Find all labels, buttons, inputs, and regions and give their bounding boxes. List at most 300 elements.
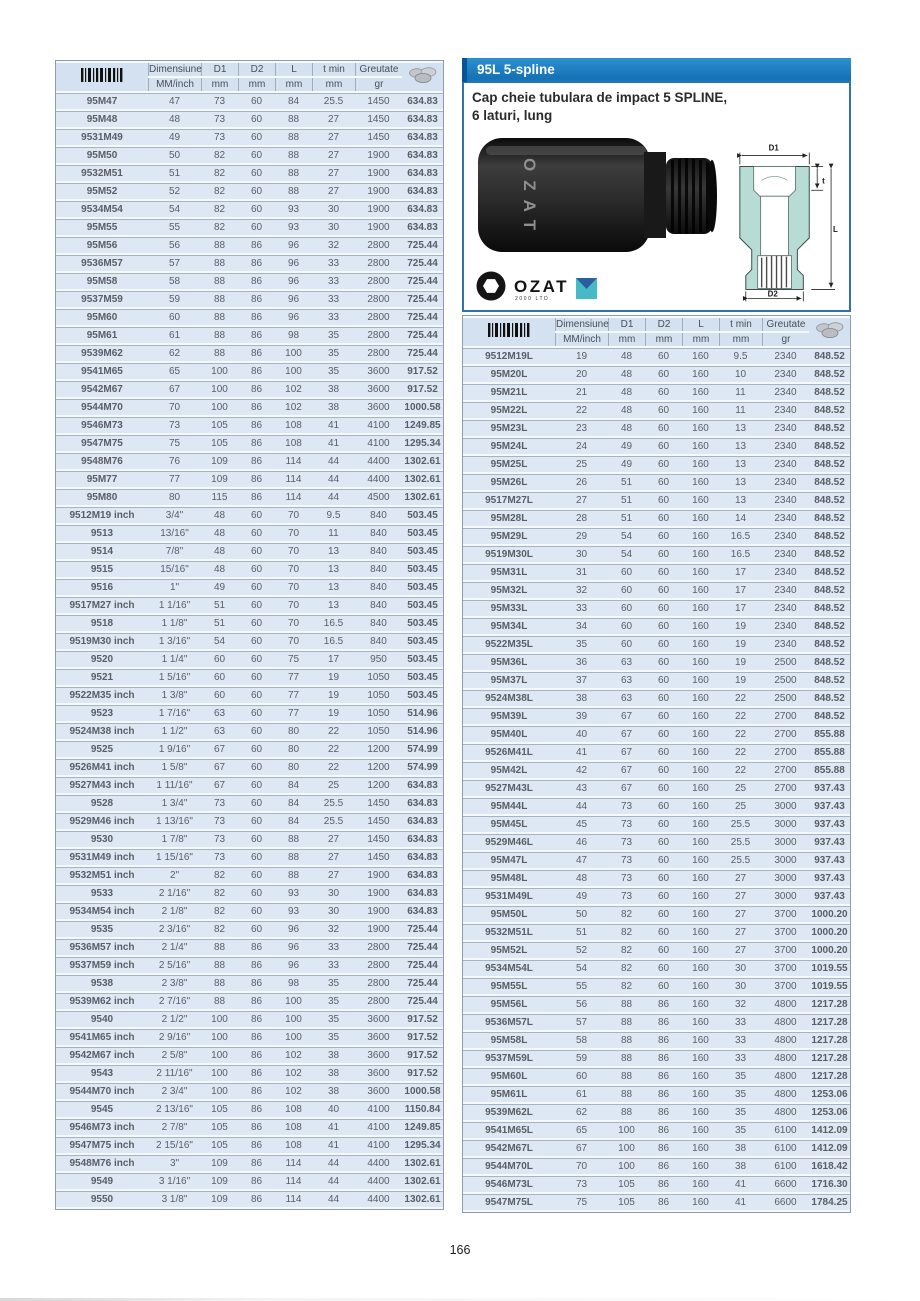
spec-value: 100 bbox=[201, 1065, 238, 1081]
spec-value: 30 bbox=[312, 219, 355, 235]
spec-value: 33 bbox=[719, 1032, 762, 1048]
spec-value: 1 1/16" bbox=[148, 597, 201, 613]
spec-value: 100 bbox=[275, 363, 312, 379]
spec-value: 60 bbox=[201, 651, 238, 667]
spec-value: 100 bbox=[201, 363, 238, 379]
product-code: 9513 bbox=[56, 525, 148, 541]
spec-value: 11 bbox=[719, 402, 762, 418]
spec-value: 82 bbox=[201, 867, 238, 883]
table-row bbox=[463, 1104, 850, 1120]
spec-value: 86 bbox=[645, 1050, 682, 1066]
weight-value: 503.45 bbox=[402, 615, 443, 631]
left-table-frame bbox=[55, 60, 444, 1210]
weight-value: 848.52 bbox=[809, 402, 850, 418]
spec-value: 1900 bbox=[355, 219, 402, 235]
table-row bbox=[463, 618, 850, 634]
spec-value: 4500 bbox=[355, 489, 402, 505]
spec-value: 82 bbox=[201, 921, 238, 937]
spec-value: 58 bbox=[555, 1032, 608, 1048]
weight-value: 1000.20 bbox=[809, 924, 850, 940]
col-subheader-mm: mm bbox=[645, 333, 682, 346]
spec-value: 27 bbox=[719, 942, 762, 958]
col-subheader-mm: mm bbox=[201, 78, 238, 91]
spec-value: 60 bbox=[238, 183, 275, 199]
col-header-l: L bbox=[682, 318, 719, 331]
col-header-tmin: t min bbox=[719, 318, 762, 331]
spec-value: 93 bbox=[275, 903, 312, 919]
spec-value: 86 bbox=[238, 291, 275, 307]
spec-value: 73 bbox=[148, 417, 201, 433]
spec-value: 3700 bbox=[762, 906, 809, 922]
table-row bbox=[56, 1047, 443, 1063]
weight-value: 1302.61 bbox=[402, 1173, 443, 1189]
table-row bbox=[463, 978, 850, 994]
weight-value: 725.44 bbox=[402, 273, 443, 289]
spec-value: 48 bbox=[608, 384, 645, 400]
spec-value: 59 bbox=[555, 1050, 608, 1066]
spec-value: 70 bbox=[275, 615, 312, 631]
spec-value: 2500 bbox=[762, 654, 809, 670]
weight-value: 725.44 bbox=[402, 309, 443, 325]
spec-value: 160 bbox=[682, 996, 719, 1012]
weight-value: 634.83 bbox=[402, 849, 443, 865]
spec-value: 109 bbox=[201, 453, 238, 469]
spec-value: 30 bbox=[312, 885, 355, 901]
spec-value: 15/16" bbox=[148, 561, 201, 577]
table-row bbox=[56, 849, 443, 865]
diagram-label-d1: D1 bbox=[768, 143, 779, 153]
coins-icon bbox=[402, 63, 443, 91]
spec-value: 2 3/8" bbox=[148, 975, 201, 991]
spec-value: 160 bbox=[682, 960, 719, 976]
spec-value: 55 bbox=[148, 219, 201, 235]
spec-value: 105 bbox=[201, 1137, 238, 1153]
spec-value: 36 bbox=[555, 654, 608, 670]
table-row bbox=[56, 1083, 443, 1099]
weight-value: 634.83 bbox=[402, 903, 443, 919]
product-code: 9544M70L bbox=[463, 1158, 555, 1174]
product-code: 95M42L bbox=[463, 762, 555, 778]
weight-value: 1302.61 bbox=[402, 471, 443, 487]
spec-value: 105 bbox=[201, 1119, 238, 1135]
table-row bbox=[463, 1194, 850, 1210]
spec-value: 3000 bbox=[762, 888, 809, 904]
spec-value: 60 bbox=[238, 813, 275, 829]
spec-value: 60 bbox=[645, 384, 682, 400]
spec-value: 25.5 bbox=[312, 813, 355, 829]
spec-value: 100 bbox=[275, 1011, 312, 1027]
spec-value: 2800 bbox=[355, 345, 402, 361]
spec-value: 49 bbox=[608, 438, 645, 454]
spec-value: 22 bbox=[555, 402, 608, 418]
product-code: 9542M67L bbox=[463, 1140, 555, 1156]
table-row bbox=[463, 438, 850, 454]
spec-value: 61 bbox=[555, 1086, 608, 1102]
spec-value: 105 bbox=[201, 435, 238, 451]
spec-value: 44 bbox=[312, 1173, 355, 1189]
spec-value: 2 9/16" bbox=[148, 1029, 201, 1045]
spec-value: 82 bbox=[201, 165, 238, 181]
weight-value: 1302.61 bbox=[402, 453, 443, 469]
table-row bbox=[463, 762, 850, 778]
spec-value: 32 bbox=[719, 996, 762, 1012]
col-header-dimensiune: Dimensiune bbox=[556, 319, 609, 330]
spec-value: 160 bbox=[682, 456, 719, 472]
spec-value: 2 13/16" bbox=[148, 1101, 201, 1117]
table-row bbox=[56, 993, 443, 1009]
product-code: 9544M70 bbox=[56, 399, 148, 415]
table-row bbox=[56, 957, 443, 973]
spec-value: 27 bbox=[312, 165, 355, 181]
spec-value: 160 bbox=[682, 492, 719, 508]
product-code: 9537M59L bbox=[463, 1050, 555, 1066]
description-line-1: Cap cheie tubulara de impact 5 SPLINE, bbox=[472, 90, 728, 105]
spec-value: 160 bbox=[682, 942, 719, 958]
spec-value: 1900 bbox=[355, 885, 402, 901]
product-code: 95M48 bbox=[56, 111, 148, 127]
spec-value: 3600 bbox=[355, 363, 402, 379]
spec-value: 60 bbox=[238, 525, 275, 541]
weight-value: 937.43 bbox=[809, 798, 850, 814]
spec-value: 2340 bbox=[762, 474, 809, 490]
table-row bbox=[56, 273, 443, 289]
spec-value: 100 bbox=[608, 1140, 645, 1156]
spec-value: 840 bbox=[355, 561, 402, 577]
spec-value: 160 bbox=[682, 528, 719, 544]
table-row bbox=[56, 813, 443, 829]
table-row bbox=[463, 1086, 850, 1102]
spec-value: 50 bbox=[555, 906, 608, 922]
logo-brand-text: OZAT bbox=[514, 277, 570, 297]
spec-value: 4800 bbox=[762, 1068, 809, 1084]
weight-value: 725.44 bbox=[402, 237, 443, 253]
spec-value: 60 bbox=[238, 615, 275, 631]
spec-value: 114 bbox=[275, 489, 312, 505]
table-row bbox=[463, 420, 850, 436]
table-row bbox=[463, 1176, 850, 1192]
spec-value: 86 bbox=[645, 1104, 682, 1120]
coins-icon bbox=[809, 318, 850, 346]
spec-value: 47 bbox=[555, 852, 608, 868]
spec-value: 86 bbox=[238, 1047, 275, 1063]
spec-value: 17 bbox=[719, 564, 762, 580]
table-row bbox=[56, 129, 443, 145]
spec-value: 160 bbox=[682, 672, 719, 688]
spec-value: 33 bbox=[312, 273, 355, 289]
weight-value: 514.96 bbox=[402, 723, 443, 739]
table-row bbox=[463, 906, 850, 922]
weight-value: 848.52 bbox=[809, 618, 850, 634]
spec-value: 84 bbox=[275, 795, 312, 811]
weight-value: 725.44 bbox=[402, 921, 443, 937]
product-code: 9527M43 inch bbox=[56, 777, 148, 793]
spec-value: 60 bbox=[608, 582, 645, 598]
spec-value: 16.5 bbox=[312, 615, 355, 631]
table-row bbox=[463, 582, 850, 598]
spec-value: 160 bbox=[682, 402, 719, 418]
spec-value: 109 bbox=[201, 471, 238, 487]
weight-value: 634.83 bbox=[402, 111, 443, 127]
spec-value: 35 bbox=[555, 636, 608, 652]
product-code: 95M34L bbox=[463, 618, 555, 634]
spec-value: 25 bbox=[719, 798, 762, 814]
weight-value: 1217.28 bbox=[809, 1032, 850, 1048]
table-row bbox=[56, 777, 443, 793]
spec-value: 160 bbox=[682, 564, 719, 580]
spec-value: 60 bbox=[645, 672, 682, 688]
table-header bbox=[56, 63, 443, 91]
spec-value: 73 bbox=[555, 1176, 608, 1192]
spec-value: 27 bbox=[719, 924, 762, 940]
spec-value: 1 13/16" bbox=[148, 813, 201, 829]
spec-value: 105 bbox=[608, 1176, 645, 1192]
spec-value: 44 bbox=[312, 1191, 355, 1207]
table-row bbox=[56, 1065, 443, 1081]
spec-value: 41 bbox=[312, 417, 355, 433]
spec-value: 2500 bbox=[762, 672, 809, 688]
weight-value: 503.45 bbox=[402, 561, 443, 577]
spec-value: 160 bbox=[682, 888, 719, 904]
spec-value: 32 bbox=[312, 237, 355, 253]
weight-value: 634.83 bbox=[402, 165, 443, 181]
spec-value: 160 bbox=[682, 1122, 719, 1138]
spec-value: 86 bbox=[238, 489, 275, 505]
product-code: 95M24L bbox=[463, 438, 555, 454]
table-row bbox=[56, 291, 443, 307]
spec-value: 4100 bbox=[355, 1137, 402, 1153]
product-code: 95M60 bbox=[56, 309, 148, 325]
spec-value: 73 bbox=[608, 816, 645, 832]
col-subheader-mm: mm bbox=[238, 78, 275, 91]
spec-value: 33 bbox=[312, 255, 355, 271]
spec-value: 22 bbox=[719, 726, 762, 742]
spec-value: 3600 bbox=[355, 1011, 402, 1027]
weight-value: 937.43 bbox=[809, 834, 850, 850]
brand-logo bbox=[472, 266, 720, 311]
spec-value: 1 5/16" bbox=[148, 669, 201, 685]
spec-value: 88 bbox=[275, 165, 312, 181]
spec-value: 48 bbox=[201, 525, 238, 541]
spec-value: 13 bbox=[719, 456, 762, 472]
spec-value: 31 bbox=[555, 564, 608, 580]
product-code: 9546M73L bbox=[463, 1176, 555, 1192]
product-code: 9531M49 bbox=[56, 129, 148, 145]
spec-value: 49 bbox=[608, 456, 645, 472]
product-code: 9542M67 inch bbox=[56, 1047, 148, 1063]
spec-value: 96 bbox=[275, 255, 312, 271]
spec-value: 67 bbox=[201, 759, 238, 775]
col-header-greutate: Greutate bbox=[355, 63, 402, 76]
spec-value: 86 bbox=[238, 939, 275, 955]
spec-value: 30 bbox=[312, 201, 355, 217]
product-code: 9537M59 bbox=[56, 291, 148, 307]
weight-value: 725.44 bbox=[402, 939, 443, 955]
spec-value: 60 bbox=[238, 759, 275, 775]
spec-value: 60 bbox=[645, 402, 682, 418]
spec-value: 86 bbox=[238, 273, 275, 289]
weight-value: 848.52 bbox=[809, 348, 850, 364]
weight-value: 1150.84 bbox=[402, 1101, 443, 1117]
weight-value: 917.52 bbox=[402, 1011, 443, 1027]
spec-value: 2700 bbox=[762, 762, 809, 778]
product-code: 9515 bbox=[56, 561, 148, 577]
product-code: 9536M57L bbox=[463, 1014, 555, 1030]
spec-value: 96 bbox=[275, 921, 312, 937]
table-row bbox=[463, 402, 850, 418]
weight-value: 848.52 bbox=[809, 438, 850, 454]
spec-value: 60 bbox=[238, 723, 275, 739]
spec-value: 19 bbox=[312, 669, 355, 685]
spec-value: 160 bbox=[682, 1086, 719, 1102]
spec-value: 1 15/16" bbox=[148, 849, 201, 865]
spec-value: 105 bbox=[201, 417, 238, 433]
table-row bbox=[56, 201, 443, 217]
spec-value: 88 bbox=[201, 975, 238, 991]
spec-value: 60 bbox=[238, 777, 275, 793]
spec-value: 61 bbox=[148, 327, 201, 343]
spec-value: 80 bbox=[275, 759, 312, 775]
spec-value: 86 bbox=[238, 1083, 275, 1099]
spec-value: 1200 bbox=[355, 759, 402, 775]
spec-value: 33 bbox=[312, 939, 355, 955]
table-row bbox=[463, 546, 850, 562]
weight-value: 503.45 bbox=[402, 525, 443, 541]
spec-value: 60 bbox=[645, 618, 682, 634]
spec-value: 3/4" bbox=[148, 507, 201, 523]
spec-value: 3600 bbox=[355, 381, 402, 397]
spec-value: 2 15/16" bbox=[148, 1137, 201, 1153]
product-code: 9522M35 inch bbox=[56, 687, 148, 703]
spec-value: 2 1/4" bbox=[148, 939, 201, 955]
product-code: 9531M49 inch bbox=[56, 849, 148, 865]
weight-value: 634.83 bbox=[402, 813, 443, 829]
spec-value: 35 bbox=[719, 1086, 762, 1102]
spec-value: 93 bbox=[275, 219, 312, 235]
spec-value: 73 bbox=[201, 813, 238, 829]
spec-value: 82 bbox=[201, 885, 238, 901]
spec-value: 60 bbox=[238, 741, 275, 757]
weight-value: 634.83 bbox=[402, 219, 443, 235]
spec-value: 25 bbox=[555, 456, 608, 472]
spec-value: 86 bbox=[238, 1155, 275, 1171]
table-row bbox=[56, 363, 443, 379]
spec-value: 48 bbox=[201, 507, 238, 523]
spec-value: 3000 bbox=[762, 816, 809, 832]
table-row bbox=[463, 726, 850, 742]
weight-value: 1249.85 bbox=[402, 417, 443, 433]
product-code: 9532M51 bbox=[56, 165, 148, 181]
spec-value: 41 bbox=[719, 1176, 762, 1192]
spec-value: 160 bbox=[682, 1140, 719, 1156]
spec-value: 1 3/16" bbox=[148, 633, 201, 649]
spec-value: 160 bbox=[682, 978, 719, 994]
spec-value: 28 bbox=[555, 510, 608, 526]
spec-value: 1450 bbox=[355, 93, 402, 109]
spec-value: 60 bbox=[238, 561, 275, 577]
spec-value: 96 bbox=[275, 939, 312, 955]
spec-value: 60 bbox=[608, 618, 645, 634]
spec-value: 44 bbox=[312, 489, 355, 505]
spec-value: 60 bbox=[238, 507, 275, 523]
spec-value: 88 bbox=[275, 147, 312, 163]
table-row bbox=[56, 939, 443, 955]
spec-value: 57 bbox=[148, 255, 201, 271]
table-row bbox=[56, 165, 443, 181]
spec-value: 63 bbox=[201, 705, 238, 721]
product-code: 95M61 bbox=[56, 327, 148, 343]
spec-value: 88 bbox=[608, 1104, 645, 1120]
col-header-d1: D1 bbox=[201, 63, 238, 76]
spec-value: 51 bbox=[555, 924, 608, 940]
spec-value: 20 bbox=[555, 366, 608, 382]
spec-value: 100 bbox=[275, 1029, 312, 1045]
spec-value: 49 bbox=[148, 129, 201, 145]
spec-value: 160 bbox=[682, 420, 719, 436]
spec-value: 114 bbox=[275, 1173, 312, 1189]
spec-value: 840 bbox=[355, 579, 402, 595]
table-row bbox=[463, 600, 850, 616]
table-row bbox=[56, 723, 443, 739]
table-row bbox=[463, 690, 850, 706]
weight-value: 1000.58 bbox=[402, 1083, 443, 1099]
spec-value: 88 bbox=[608, 1050, 645, 1066]
product-code: 9524M38L bbox=[463, 690, 555, 706]
spec-value: 29 bbox=[555, 528, 608, 544]
spec-value: 60 bbox=[645, 906, 682, 922]
weight-value: 634.83 bbox=[402, 795, 443, 811]
spec-value: 77 bbox=[275, 687, 312, 703]
col-subheader-gr: gr bbox=[355, 78, 402, 91]
spec-value: 2800 bbox=[355, 291, 402, 307]
logo-sub-text: 2000 LTD. bbox=[515, 296, 553, 303]
spec-value: 84 bbox=[275, 777, 312, 793]
spec-value: 60 bbox=[238, 633, 275, 649]
spec-value: 16.5 bbox=[719, 528, 762, 544]
product-code: 9542M67 bbox=[56, 381, 148, 397]
spec-value: 2340 bbox=[762, 438, 809, 454]
spec-value: 86 bbox=[645, 1122, 682, 1138]
spec-value: 13 bbox=[719, 438, 762, 454]
spec-value: 49 bbox=[555, 888, 608, 904]
spec-value: 1900 bbox=[355, 165, 402, 181]
table-row bbox=[56, 705, 443, 721]
spec-value: 13 bbox=[312, 597, 355, 613]
weight-value: 1217.28 bbox=[809, 1050, 850, 1066]
weight-value: 1249.85 bbox=[402, 1119, 443, 1135]
spec-value: 88 bbox=[275, 129, 312, 145]
col-header-d1: D1 bbox=[608, 318, 645, 331]
weight-value: 1784.25 bbox=[809, 1194, 850, 1210]
product-code: 9534M54 bbox=[56, 201, 148, 217]
spec-value: 160 bbox=[682, 438, 719, 454]
weight-value: 503.45 bbox=[402, 687, 443, 703]
spec-value: 32 bbox=[555, 582, 608, 598]
product-code: 95M26L bbox=[463, 474, 555, 490]
spec-value: 51 bbox=[608, 474, 645, 490]
product-code: 9541M65L bbox=[463, 1122, 555, 1138]
product-code: 9541M65 inch bbox=[56, 1029, 148, 1045]
spec-value: 84 bbox=[275, 813, 312, 829]
product-code: 9541M65 bbox=[56, 363, 148, 379]
spec-value: 1900 bbox=[355, 201, 402, 217]
spec-value: 88 bbox=[608, 1014, 645, 1030]
spec-value: 60 bbox=[608, 564, 645, 580]
spec-value: 1450 bbox=[355, 795, 402, 811]
spec-value: 34 bbox=[555, 618, 608, 634]
product-code: 9548M76 inch bbox=[56, 1155, 148, 1171]
barcode-icon bbox=[56, 63, 148, 91]
table-row bbox=[463, 1050, 850, 1066]
